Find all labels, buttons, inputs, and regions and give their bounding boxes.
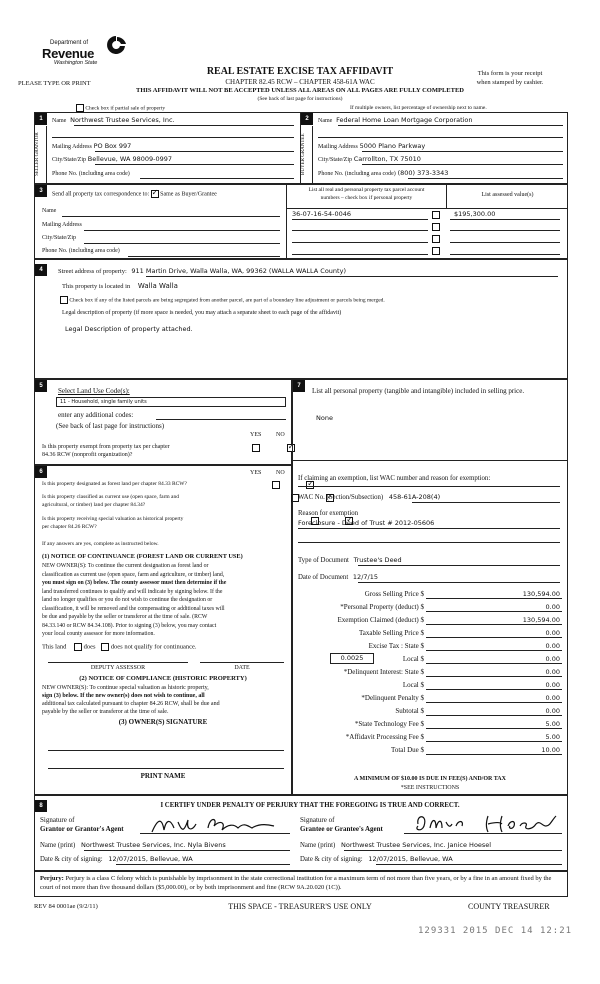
tax-name-label: Name <box>42 208 57 214</box>
calc-value[interactable]: 0.00 <box>545 694 560 702</box>
current-use-question-1: Is this property classified as current use (open space, farm and <box>42 494 179 500</box>
street-address-value[interactable]: 911 Martin Drive, Walla Walla, WA, 99362 (WALLA WALLA County) <box>131 267 346 275</box>
calc-value[interactable]: 0.00 <box>545 629 560 637</box>
does-label: does <box>83 643 96 651</box>
grantor-mailing-label: Mailing Address <box>52 144 92 150</box>
certify-statement: I CERTIFY UNDER PENALTY OF PERJURY THAT THE FOREGOING IS TRUE AND CORRECT. <box>160 802 460 809</box>
grantee-city-value[interactable]: Carrollton, TX 75010 <box>353 155 421 163</box>
grantor-name-label: Name <box>52 118 67 124</box>
form-warning: THIS AFFIDAVIT WILL NOT BE ACCEPTED UNLESS ALL AREAS ON ALL PAGES ARE FULLY COMPLETED <box>136 87 464 94</box>
exemption-label: If claiming an exemption, list WAC number and reason for exemption: <box>298 475 491 482</box>
correspondence-row <box>52 190 217 198</box>
partial-sale-label: Check box if partial sale of property <box>85 105 166 112</box>
grantee-name-print-value[interactable]: Northwest Trustee Services, Inc. Janice Hoesel <box>341 841 492 849</box>
multiple-owners-note: If multiple owners, list percentage of ownership next to name. <box>350 105 487 111</box>
continuance-line: land no longer qualifies or you do not wish to continue the designation or <box>42 597 213 603</box>
grantor-city-field <box>52 155 294 163</box>
calc-label: Excise Tax : State $ <box>368 642 424 650</box>
calc-label: Exemption Claimed (deduct) $ <box>337 616 424 624</box>
assessed-value[interactable]: $195,300.00 <box>454 210 496 218</box>
calc-value[interactable]: 130,594.00 <box>522 616 560 624</box>
land-use-see-back: (See back of last page for instructions) <box>56 422 165 430</box>
calc-row <box>298 731 564 744</box>
same-as-buyer-label: Same as Buyer/Grantee <box>160 191 217 198</box>
local-rate-field[interactable]: 0.0025 <box>330 653 374 664</box>
calc-label: *Delinquent Interest: State $ <box>343 668 424 676</box>
grantor-name-print-value[interactable]: Northwest Trustee Services, Inc. Nyla Bivens <box>81 841 226 849</box>
historic-line: NEW OWNER(S): To continue special valuation as historic property, <box>42 685 209 691</box>
doc-date-label: Date of Document <box>298 574 349 581</box>
grantee-phone-field <box>318 169 563 177</box>
continuance-line: 84.33.140 or RCW 84.34.108). Prior to signing (3) below, you may contact <box>42 622 217 629</box>
current-use-question-2: agricultural, or timber) land per chapter 84.34? <box>42 502 146 508</box>
grantee-mailing-label: Mailing Address <box>318 144 358 150</box>
form-id: REV 84 0001ae (9/2/11) <box>34 903 98 910</box>
please-type: PLEASE TYPE OR PRINT <box>18 80 91 87</box>
does-checkbox[interactable] <box>74 643 82 651</box>
grantee-sig-label-1: Signature of <box>300 816 335 824</box>
located-label: This property is located in <box>62 283 131 290</box>
yes-header: YES <box>250 432 262 438</box>
grantor-sig-label-2: Grantor or Grantor's Agent <box>40 825 124 833</box>
grantor-mailing-value[interactable]: PO Box 997 <box>93 142 132 150</box>
grantee-mailing-field <box>318 142 563 150</box>
located-row <box>62 282 178 290</box>
parcel-row <box>292 210 562 221</box>
calc-label: *Affidavit Processing Fee $ <box>345 733 424 741</box>
grantor-date-row <box>40 855 193 863</box>
doc-type-value[interactable]: Trustee's Deed <box>353 556 402 564</box>
calc-row <box>298 653 564 666</box>
grantor-name-print-row <box>40 841 226 849</box>
minimum-note-1: A MINIMUM OF $10.00 IS DUE IN FEE(S) AND/OR TAX <box>354 776 506 782</box>
section4-number: 4 <box>35 264 47 276</box>
grantee-name-print-label: Name (print) <box>300 842 336 849</box>
buyer-grantee-label: BUYER GRANTEE <box>301 133 306 176</box>
calc-row <box>298 718 564 731</box>
receipt-note-2: when stamped by cashier. <box>476 79 544 86</box>
forest-yes-checkbox[interactable] <box>272 481 280 489</box>
calc-row <box>298 640 564 653</box>
continuance-line: your local county assessor for more information. <box>42 631 155 637</box>
continuance-line: NEW OWNER(S): To continue the current designation as forest land or <box>42 563 209 569</box>
section3-number: 3 <box>35 185 47 197</box>
s6-yes-header: YES <box>250 470 262 476</box>
legal-description-value[interactable]: Legal Description of property attached. <box>65 325 193 333</box>
calc-label: Taxable Selling Price $ <box>358 629 424 637</box>
historic-line: additional tax calculated pursuant to chapter 84.26 RCW, shall be due and <box>42 701 220 707</box>
grantee-phone-value[interactable]: (800) 373-3343 <box>397 169 449 177</box>
seller-grantor-label: SELLER GRANTOR <box>35 132 40 177</box>
historic-question-1: Is this property receiving special valuation as historical property <box>42 516 184 522</box>
assessed-header: List assessed value(s) <box>481 192 534 198</box>
see-back-note: (See back of last page for instructions) <box>257 96 343 102</box>
s6-no-header: NO <box>276 470 285 476</box>
calc-row <box>298 666 564 679</box>
historic-title: (2) NOTICE OF COMPLIANCE (HISTORIC PROPERTY) <box>79 675 247 682</box>
grantee-name-value[interactable]: Federal Home Loan Mortgage Corporation <box>336 116 473 124</box>
forest-land-question: Is this property designated as forest land per chapter 84.33 RCW? <box>42 481 187 487</box>
dept-line3: Washington State <box>54 60 98 66</box>
personal-property-checkbox[interactable] <box>432 247 440 255</box>
grantor-signature[interactable] <box>148 814 278 834</box>
grantor-name-print-label: Name (print) <box>40 842 76 849</box>
grantor-date-value[interactable]: 12/07/2015, Bellevue, WA <box>108 855 193 863</box>
perjury-label: Perjury: <box>40 875 64 882</box>
owner-signature-label: (3) OWNER(S) SIGNATURE <box>118 718 208 726</box>
segregated-label: Check box if any of the listed parcels are being segregated from another parcel, are part of a boundary line adjustment or parcels being merged. <box>69 297 385 304</box>
grantor-sig-label-1: Signature of <box>40 816 75 824</box>
wac-row <box>298 493 440 501</box>
continuance-line: you must sign on (3) below. The county assessor must then determine if the <box>42 580 227 586</box>
section1-number: 1 <box>35 113 47 125</box>
calc-row <box>298 614 564 627</box>
land-use-select[interactable]: 11 - Household, single family units <box>56 397 286 407</box>
deputy-date-label: DATE <box>234 665 250 671</box>
doc-type-row <box>298 556 402 564</box>
exempt-question-1: Is this property exempt from property tax per chapter <box>42 444 170 450</box>
exempt-yes-checkbox[interactable] <box>252 444 260 452</box>
form-subtitle: CHAPTER 82.45 RCW – CHAPTER 458-61A WAC <box>225 78 375 86</box>
partial-sale-checkbox[interactable] <box>76 104 84 112</box>
historic-text <box>42 684 290 716</box>
grantee-sig-label-2: Grantee or Grantee's Agent <box>300 825 383 833</box>
calc-value[interactable]: 0.00 <box>545 707 560 715</box>
calc-row <box>298 705 564 718</box>
section7-number: 7 <box>293 380 305 392</box>
personal-property-value[interactable]: None <box>316 414 333 422</box>
calc-value[interactable]: 0.00 <box>545 668 560 676</box>
calc-label: Local $ <box>402 655 424 663</box>
grantor-city-label: City/State/Zip <box>52 157 86 163</box>
grantee-signature[interactable] <box>412 812 562 834</box>
correspondence-label: Send all property tax correspondence to: <box>52 191 150 198</box>
doc-date-value[interactable]: 12/7/15 <box>352 573 378 581</box>
street-address-label: Street address of property: <box>58 268 127 275</box>
personal-property-checkbox[interactable] <box>432 235 440 243</box>
tax-city-label: City/State/Zip <box>42 235 76 241</box>
parcel-row <box>292 234 562 245</box>
legal-description-label: Legal description of property (if more space is needed, you may attach a separate sheet to each page of the affidavit) <box>62 310 342 316</box>
street-address-row <box>58 267 346 275</box>
perjury-body: Perjury is a class C felony which is punishable by imprisonment in the state correctional institution for a maximum term of not more than five years, or by a fine in an amount fixed by the court of not more than five thousand dollars ($5,000.00), or by both imprisonment and fine (RCW 9A.20.020 (1C)). <box>40 875 552 891</box>
perjury-text <box>40 874 564 892</box>
does-not-label: does not qualify for continuance. <box>110 643 197 651</box>
wac-value[interactable]: 458-61A-208(4) <box>388 493 441 501</box>
calc-value[interactable]: 0.00 <box>545 642 560 650</box>
section4-box <box>34 259 568 379</box>
calc-row <box>298 627 564 640</box>
continuance-line: classification as current use (open space, farm and agriculture, or timber) land, <box>42 571 225 578</box>
county-treasurer: COUNTY TREASURER <box>468 902 550 911</box>
historic-line: payable by the seller or transferor at the time of sale. <box>42 709 169 715</box>
grantee-date-row <box>300 855 453 863</box>
continuance-title: (1) NOTICE OF CONTINUANCE (FOREST LAND OR CURRENT USE) <box>42 553 243 560</box>
doc-type-label: Type of Document <box>298 557 349 564</box>
continuance-text <box>42 562 290 639</box>
this-land-label: This land <box>42 643 67 651</box>
section8-number: 8 <box>35 800 47 812</box>
calc-row <box>298 744 564 757</box>
section2-number: 2 <box>301 113 313 125</box>
grantee-signature-icon <box>412 812 562 834</box>
dor-logo-icon <box>104 34 128 56</box>
grantor-phone-label: Phone No. (including area code) <box>52 171 130 177</box>
grantee-city-label: City/State/Zip <box>318 157 352 163</box>
segregated-checkbox[interactable] <box>60 296 68 304</box>
treasurer-use: THIS SPACE - TREASURER'S USE ONLY <box>228 902 372 911</box>
parcel-row <box>292 222 562 233</box>
land-use-label: Select Land Use Code(s): <box>58 387 130 395</box>
grantee-date-value[interactable]: 12/07/2015, Bellevue, WA <box>368 855 453 863</box>
form-title: REAL ESTATE EXCISE TAX AFFIDAVIT <box>206 66 394 77</box>
personal-property-label: List all personal property (tangible and intangible) included in selling price. <box>312 387 525 395</box>
grantee-mailing-value[interactable]: 5000 Plano Parkway <box>359 142 426 150</box>
calc-row <box>298 692 564 705</box>
calc-value[interactable]: 5.00 <box>545 720 560 728</box>
does-not-checkbox[interactable] <box>101 643 109 651</box>
doc-date-row <box>298 573 378 581</box>
historic-line: sign (3) below. If the new owner(s) does not wish to continue, all <box>42 693 205 699</box>
reason-value[interactable]: Foreclosure - Deed of Trust # 2012-05606 <box>298 519 435 527</box>
reason-label: Reason for exemption <box>298 510 359 517</box>
calc-value[interactable]: 0.00 <box>545 655 560 663</box>
receipt-note-1: This form is your receipt <box>477 70 543 77</box>
calc-value[interactable]: 0.00 <box>545 603 560 611</box>
no-header: NO <box>276 432 285 438</box>
section5-number: 5 <box>35 380 47 392</box>
calc-label: *State Technology Fee $ <box>354 720 424 728</box>
continuance-line: classification, it will be removed and the compensating or additional taxes will <box>42 605 225 612</box>
recording-stamp: 129331 2015 DEC 14 12:21 <box>418 926 573 936</box>
dept-line1: Department of <box>50 40 89 46</box>
grantee-phone-label: Phone No. (including area code) <box>318 171 396 177</box>
personal-property-checkbox[interactable] <box>432 223 440 231</box>
owner-signature-line[interactable] <box>48 750 284 751</box>
section6-number: 6 <box>35 466 47 478</box>
print-name-line[interactable] <box>48 768 284 769</box>
qualify-row <box>42 643 197 651</box>
grantor-mailing-field <box>52 142 294 150</box>
calc-label: Total Due $ <box>391 746 424 754</box>
same-as-buyer-checkbox[interactable] <box>151 190 159 198</box>
grantee-name-print-row <box>300 841 491 849</box>
exempt-question-2: 84.36 RCW (nonprofit organization)? <box>42 452 133 458</box>
personal-property-checkbox[interactable] <box>432 211 440 219</box>
partial-sale-row <box>76 104 165 112</box>
deputy-assessor-label: DEPUTY ASSESSOR <box>90 665 146 671</box>
dept-line2: Revenue <box>42 46 95 61</box>
calc-label: Gross Selling Price $ <box>364 590 424 598</box>
calc-label: Local $ <box>402 681 424 689</box>
parcel-header-1: List all real and personal property tax parcel account <box>308 187 425 193</box>
grantor-name-value[interactable]: Northwest Trustee Services, Inc. <box>70 116 175 124</box>
grantor-city-value[interactable]: Bellevue, WA 98009-0997 <box>87 155 173 163</box>
calc-label: Subtotal $ <box>395 707 424 715</box>
parcel-header-2: numbers – check box if personal property <box>320 195 413 201</box>
historic-question-2: per chapter 84.26 RCW? <box>42 524 97 530</box>
located-value[interactable]: Walla Walla <box>137 282 178 290</box>
grantee-name-label: Name <box>318 118 333 124</box>
grantee-date-label: Date & city of signing: <box>300 856 363 863</box>
calc-label: *Delinquent Penalty $ <box>361 694 424 702</box>
if-yes-note: If any answers are yes, complete as instructed below. <box>42 541 159 547</box>
calc-value[interactable]: 130,594.00 <box>522 590 560 598</box>
calc-value[interactable]: 5.00 <box>545 733 560 741</box>
wac-label: WAC No. (Section/Subsection) <box>298 494 384 501</box>
continuance-line: be due and payable by the seller or transferor at the time of sale. (RCW <box>42 614 208 620</box>
tax-phone-label: Phone No. (including area code) <box>42 248 120 254</box>
tax-mailing-label: Mailing Address <box>42 222 82 228</box>
calc-row <box>298 588 564 601</box>
calc-row <box>298 601 564 614</box>
continuance-line: land transferred continues to qualify and will indicate by signing below. If the <box>42 588 223 595</box>
calc-value[interactable]: 10.00 <box>541 746 560 754</box>
minimum-note-2: *SEE INSTRUCTIONS <box>400 785 460 791</box>
parcel-number[interactable]: 36-07-16-54-0046 <box>292 210 352 218</box>
calc-row <box>298 679 564 692</box>
parcel-row <box>292 246 562 257</box>
grantor-phone-field <box>52 169 294 177</box>
grantor-date-label: Date & city of signing: <box>40 856 103 863</box>
dor-logo <box>42 34 132 74</box>
additional-codes-label: enter any additional codes: <box>58 411 134 419</box>
print-name-label: PRINT NAME <box>140 772 186 780</box>
grantee-name-field <box>318 116 563 124</box>
segregated-row <box>60 296 385 304</box>
grantee-city-field <box>318 155 563 163</box>
calc-value[interactable]: 0.00 <box>545 681 560 689</box>
calc-label: *Personal Property (deduct) $ <box>340 603 424 611</box>
